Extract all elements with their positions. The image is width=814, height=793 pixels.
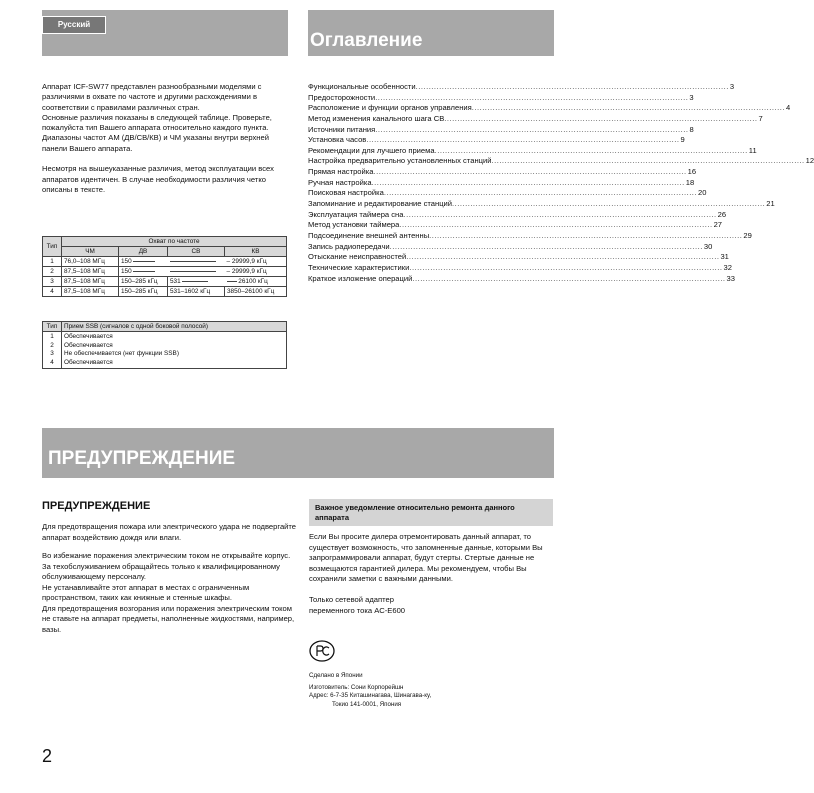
- repair-p1: Если Вы просите дилера отремонтировать данный аппарат, то существует возможность, что запомненные данные, которыми Вы запрограммировали аппарат, будут стерты. Стертые данные не возмещаются гарантией дилера. Мы рекомендуем, чтобы Вы сохранили заметки с важными данными.: [309, 532, 543, 583]
- ssb-types: [43, 332, 62, 369]
- toc-entry-page: 32: [723, 262, 732, 272]
- toc-leader-dots: ........................................................................................................................: [403, 209, 717, 219]
- table-of-contents: [308, 82, 814, 284]
- toc-entry-label: Прямая настройка: [308, 167, 374, 177]
- address-line2: Токио 141-0001, Япония: [332, 700, 402, 708]
- toc-entry: [308, 241, 713, 253]
- warning-text: [42, 522, 297, 643]
- cell-sw: – 29999,9 кГц: [225, 267, 287, 277]
- toc-entry-label: Технические характеристики: [308, 262, 410, 272]
- toc-entry-label: Краткое изложение операций: [308, 273, 413, 283]
- toc-entry-page: 29: [743, 230, 752, 240]
- cell-fm: 87,5–108 МГц: [62, 267, 119, 277]
- warning-p3: Не устанавливайте этот аппарат в местах с ограниченным пространством, таких как книжные и стенные шкафы.: [42, 582, 250, 602]
- warning-p2: Во избежание поражения электрическим током не открывайте корпус. За техобслуживанием обращайтесь только к квалифицированному обслуживающему персоналу.: [42, 551, 291, 581]
- toc-leader-dots: ........................................................................................................................: [399, 220, 713, 230]
- toc-entry: [308, 135, 685, 146]
- toc-entry-page: 20: [698, 188, 707, 198]
- language-tab: Русский: [42, 16, 106, 34]
- intro-p2: Основные различия показаны в следующей таблице. Проверьте, пожалуйста тип Вашего аппарата относительно каждого пункта. Диапазоны частот АМ (ДВ/СВ/КВ) и ЧМ указаны внутри верхней панели Вашего аппарата.: [42, 112, 272, 153]
- ssb-values: [62, 332, 287, 369]
- ssb-type: 4: [50, 358, 54, 366]
- subcol-sw: КВ: [225, 247, 287, 257]
- toc-entry-label: Метод изменения канального шага СВ: [308, 113, 445, 123]
- toc-entry-page: 11: [748, 145, 757, 155]
- intro-text: [42, 82, 289, 206]
- cell-mw-value: 531: [170, 278, 181, 285]
- cell-fm: 87,5–108 МГц: [62, 277, 119, 287]
- cell-mw: [168, 277, 225, 287]
- toc-entry-page: 12: [805, 156, 814, 166]
- cell-fm: 76,0–108 МГц: [62, 257, 119, 267]
- warning-p4: Для предотвращения возгорания или поражения электрическим током не ставьте на аппарат предметы, наполненные жидкостями, например, вазы.: [42, 603, 295, 634]
- cell-sw-value: 26100 кГц: [238, 278, 268, 285]
- frequency-table: [42, 236, 287, 297]
- toc-title: Оглавление: [310, 30, 423, 51]
- cell-lw-value: 150: [121, 258, 132, 265]
- toc-leader-dots: ........................................................................................................................: [491, 156, 805, 166]
- intro-p3: Несмотря на вышеуказанные различия, метод эксплуатации всех аппаратов идентичен. В случае необходимости различия четко описаны в тексте.: [42, 164, 274, 194]
- toc-leader-dots: ........................................................................................................................: [375, 92, 689, 102]
- subcol-lw: ДВ: [119, 247, 168, 257]
- toc-entry: [308, 82, 735, 93]
- ssb-value: Обеспечивается: [64, 358, 113, 366]
- toc-entry: [308, 252, 729, 263]
- toc-entry: [308, 103, 791, 114]
- repair-notice-text: [309, 532, 553, 627]
- subcol-fm: ЧМ: [62, 247, 119, 257]
- toc-entry: [308, 113, 763, 125]
- cell-lw-value: 150: [121, 268, 132, 275]
- cell-lw: [119, 257, 168, 267]
- cell-type: 3: [43, 277, 62, 287]
- toc-leader-dots: ........................................................................................................................: [375, 124, 689, 134]
- toc-entry: [308, 230, 752, 242]
- toc-leader-dots: ........................................................................................................................: [373, 167, 687, 177]
- cell-mw: [168, 267, 225, 277]
- intro-paragraph: [42, 82, 289, 154]
- toc-entry-label: Предосторожности: [308, 92, 376, 102]
- toc-entry: [308, 273, 735, 285]
- toc-entry-page: 21: [766, 199, 775, 209]
- table-row: [43, 257, 287, 267]
- toc-entry-page: 3: [729, 82, 735, 91]
- warning-banner-title: ПРЕДУПРЕЖДЕНИЕ: [48, 448, 236, 469]
- warning-p1: Для предотвращения пожара или электрического удара не подвергайте аппарат воздействию дождя или влаги.: [42, 522, 297, 542]
- toc-entry: [308, 177, 695, 189]
- toc-entry: [308, 188, 707, 199]
- ssb-table: [42, 321, 287, 369]
- toc-leader-dots: ........................................................................................................................: [415, 82, 729, 91]
- made-in: Сделано в Японии: [309, 672, 363, 679]
- toc-entry: [308, 145, 757, 157]
- adapter-line1: Только сетевой адаптер: [309, 595, 394, 604]
- toc-entry-label: Эксплуатация таймера сна: [308, 209, 404, 219]
- toc-entry: [308, 92, 694, 104]
- col-coverage-header: Охват по частоте: [62, 237, 287, 247]
- ssb-value: Не обеспечивается (нет функции SSB): [64, 350, 179, 357]
- repair-notice-title-text: Важное уведомление относительно ремонта данного аппарата: [315, 503, 515, 522]
- warning-paragraph: [42, 551, 297, 635]
- toc-entry: [308, 262, 732, 274]
- toc-entry-label: Подсоединение внешней антенны: [308, 230, 430, 240]
- toc-entry-label: Функциональные особенности: [308, 82, 416, 91]
- cell-lw: 150–285 кГц: [119, 287, 168, 297]
- toc-leader-dots: ........................................................................................................................: [429, 230, 743, 240]
- toc-entry-page: 30: [703, 241, 713, 251]
- toc-entry-label: Метод установки таймера: [308, 220, 400, 230]
- ssb-type: 3: [50, 350, 54, 357]
- cell-sw-value: 29999,9 кГц: [231, 268, 267, 275]
- toc-entry-page: 18: [685, 177, 695, 187]
- toc-entry-label: Установка часов: [308, 135, 367, 145]
- adapter-note: [309, 595, 553, 616]
- toc-entry-page: 33: [726, 273, 735, 283]
- toc-leader-dots: ........................................................................................................................: [471, 103, 785, 113]
- col-type-header: Тип: [43, 237, 62, 257]
- toc-entry: [308, 209, 727, 221]
- toc-entry-page: 8: [689, 124, 694, 134]
- page-number: 2: [42, 746, 53, 766]
- toc-entry-page: 27: [713, 220, 723, 230]
- toc-entry-page: 4: [785, 103, 791, 113]
- toc-entry-label: Отыскание неисправностей: [308, 252, 407, 262]
- toc-entry: [308, 220, 723, 231]
- toc-entry: [308, 156, 814, 167]
- cell-mw: [168, 257, 225, 267]
- ssb-type: 2: [50, 341, 54, 349]
- table-row: [43, 287, 287, 297]
- toc-leader-dots: ........................................................................................................................: [371, 177, 685, 187]
- adapter-line2: переменного тока AC-E600: [309, 605, 406, 615]
- toc-leader-dots: ........................................................................................................................: [406, 252, 720, 262]
- cell-sw: [225, 277, 287, 287]
- subcol-mw: СВ: [168, 247, 225, 257]
- manufacturer: Изготовитель: Сони Корпорейшн: [309, 683, 404, 691]
- cell-type: 4: [43, 287, 62, 297]
- toc-leader-dots: ........................................................................................................................: [409, 262, 723, 272]
- ssb-value: Обеспечивается: [64, 341, 113, 349]
- toc-leader-dots: ........................................................................................................................: [434, 145, 748, 155]
- ssb-col-type: Тип: [43, 322, 62, 332]
- toc-entry-label: Расположение и функции органов управления: [308, 103, 472, 113]
- toc-entry-page: 3: [689, 92, 694, 102]
- intro-p1: Аппарат ICF-SW77 представлен разнообразными моделями с различиями в охвате по частоте и другими расхождениями в соответствии с правилами различных стран.: [42, 82, 262, 112]
- ssb-type: 1: [50, 333, 54, 340]
- toc-entry-label: Поисковая настройка: [308, 188, 384, 198]
- cell-lw: 150–285 кГц: [119, 277, 168, 287]
- toc-entry-page: 16: [687, 167, 697, 177]
- toc-entry-page: 7: [758, 113, 763, 123]
- ssb-col-header: Прием SSB (сигналов с одной боковой полосой): [62, 322, 287, 332]
- toc-leader-dots: ........................................................................................................................: [383, 188, 698, 198]
- toc-leader-dots: ........................................................................................................................: [412, 273, 726, 283]
- toc-entry-page: 9: [680, 135, 685, 145]
- imprint: [309, 672, 431, 709]
- toc-leader-dots: ........................................................................................................................: [452, 199, 766, 209]
- certification-mark-icon: [309, 640, 335, 662]
- toc-entry-label: Запись радиопередачи: [308, 241, 390, 251]
- cell-sw: – 29999,9 кГц: [225, 257, 287, 267]
- toc-entry: [308, 167, 697, 178]
- cell-sw-value: 29999,9 кГц: [231, 258, 267, 265]
- repair-notice-title: [309, 499, 553, 526]
- toc-entry-label: Источники питания: [308, 124, 376, 134]
- toc-entry-label: Настройка предварительно установленных станций: [308, 156, 492, 166]
- toc-leader-dots: ........................................................................................................................: [444, 113, 758, 123]
- cell-type: 2: [43, 267, 62, 277]
- toc-entry: [308, 124, 694, 136]
- toc-leader-dots: ........................................................................................................................: [366, 135, 680, 145]
- table-row: [43, 267, 287, 277]
- cell-mw: 531–1602 кГц: [168, 287, 225, 297]
- toc-entry-page: 26: [717, 209, 727, 219]
- toc-entry-label: Рекомендации для лучшего приема: [308, 145, 435, 155]
- toc-entry-label: Ручная настройка: [308, 177, 372, 187]
- cell-fm: 87,5–108 МГц: [62, 287, 119, 297]
- ssb-value: Обеспечивается: [64, 333, 113, 340]
- toc-entry-page: 31: [720, 252, 729, 262]
- warning-heading: ПРЕДУПРЕЖДЕНИЕ: [42, 500, 151, 512]
- cell-lw: [119, 267, 168, 277]
- cell-sw: 3850–26100 кГц: [225, 287, 287, 297]
- toc-entry: [308, 199, 775, 210]
- toc-leader-dots: ........................................................................................................................: [389, 241, 703, 251]
- address: Адрес: 6-7-35 Киташинагава, Шинагава-ку,: [309, 692, 432, 700]
- table-row: [43, 277, 287, 287]
- cell-type: 1: [43, 257, 62, 267]
- toc-entry-label: Запоминание и редактирование станций: [308, 199, 453, 209]
